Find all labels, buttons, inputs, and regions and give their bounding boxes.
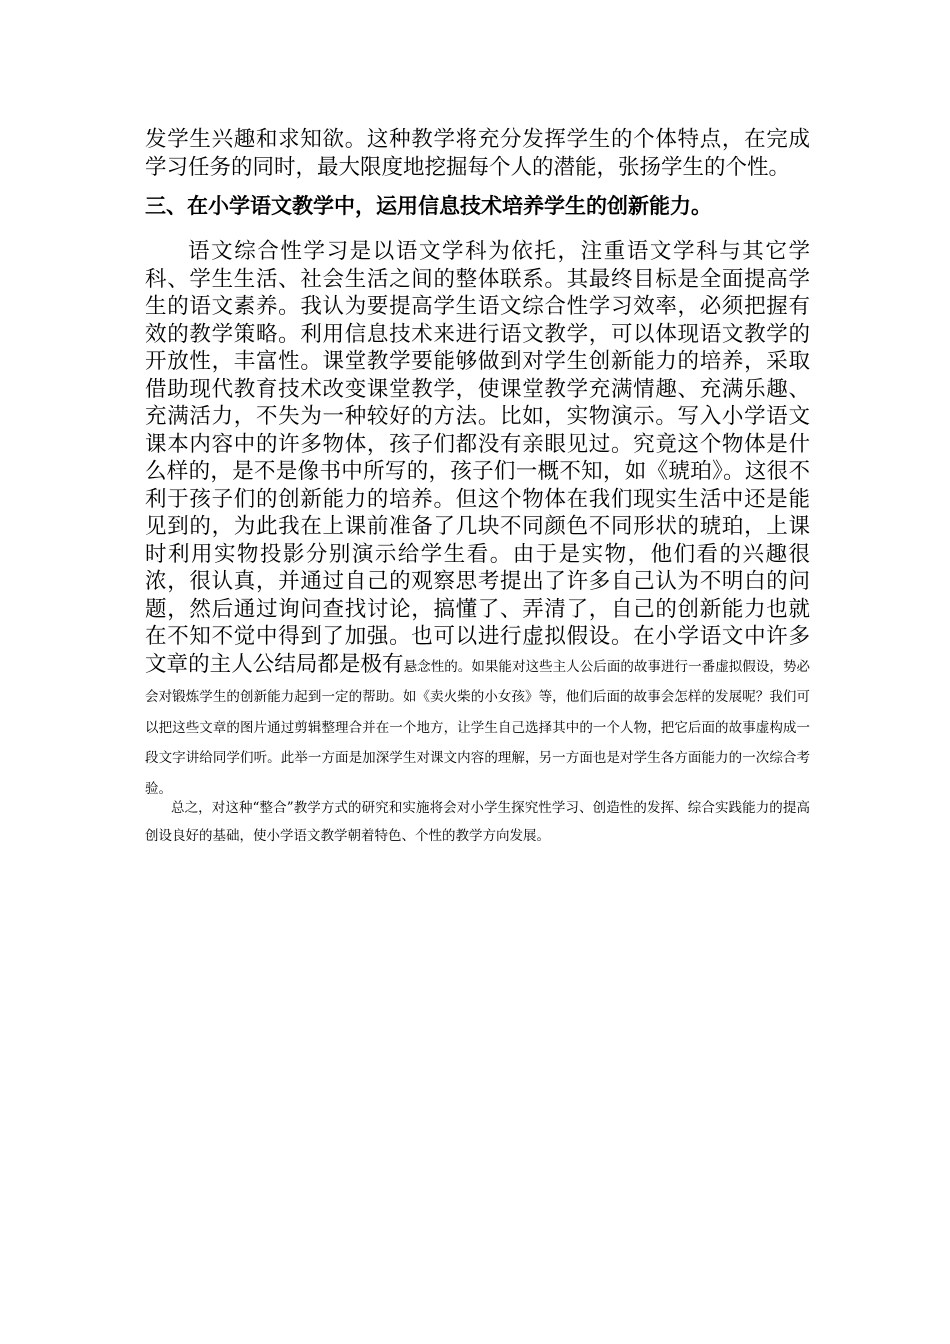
main-paragraph bbox=[145, 238, 810, 803]
section-heading: 三、在小学语文教学中，运用信息技术培养学生的创新能力。 bbox=[145, 194, 712, 218]
main-paragraph-small-text: 悬念性的。如果能对这些主人公后面的故事进行一番虚拟假设，势必会对锻炼学生的创新能力起到一定的帮助。如《卖火柴的小女孩》等，他们后面的故事会怎样的发展呢？我们可以把这些文章的图片通过剪辑整理合并在一个地方，让学生自己选择其中的一个人物，把它后面的故事虚构成一段文字讲给同学们听。此举一方面是加深学生对课文内容的理解，另一方面也是对学生各方面能力的一次综合考验。 bbox=[145, 658, 810, 797]
conclusion-paragraph: 总之，对这种“整合”教学方式的研究和实施将会对小学生探究性学习、创造性的发挥、综合实践能力的提高创设良好的基础，使小学语文教学朝着特色、个性的教学方向发展。 bbox=[145, 800, 810, 844]
intro-paragraph: 发学生兴趣和求知欲。这种教学将充分发挥学生的个体特点，在完成学习任务的同时，最大限度地挖掘每个人的潜能，张扬学生的个性。 bbox=[145, 127, 810, 180]
main-paragraph-large-text: 语文综合性学习是以语文学科为依托，注重语文学科与其它学科、学生生活、社会生活之间的整体联系。其最终目标是全面提高学生的语文素养。我认为要提高学生语文综合性学习效率，必须把握有效的教学策略。利用信息技术来进行语文教学，可以体现语文教学的开放性，丰富性。课堂教学要能够做到对学生创新能力的培养，采取借助现代教育技术改变课堂教学，使课堂教学充满情趣、充满乐趣、充满活力，不失为一种较好的方法。比如，实物演示。写入小学语文课本内容中的许多物体，孩子们都没有亲眼见过。究竟这个物体是什么样的，是不是像书中所写的，孩子们一概不知，如《琥珀》。这很不利于孩子们的创新能力的培养。但这个物体在我们现实生活中还是能见到的，为此我在上课前准备了几块不同颜色不同形状的琥珀，上课时利用实物投影分别演示给学生看。由于是实物，他们看的兴趣很浓，很认真，并通过自己的观察思考提出了许多自己认为不明白的问题，然后通过询问查找讨论，搞懂了、弄清了，自己的创新能力也就在不知不觉中得到了加强。也可以进行虚拟假设。在小学语文中许多文章的主人公结局都是极有 bbox=[145, 239, 810, 677]
